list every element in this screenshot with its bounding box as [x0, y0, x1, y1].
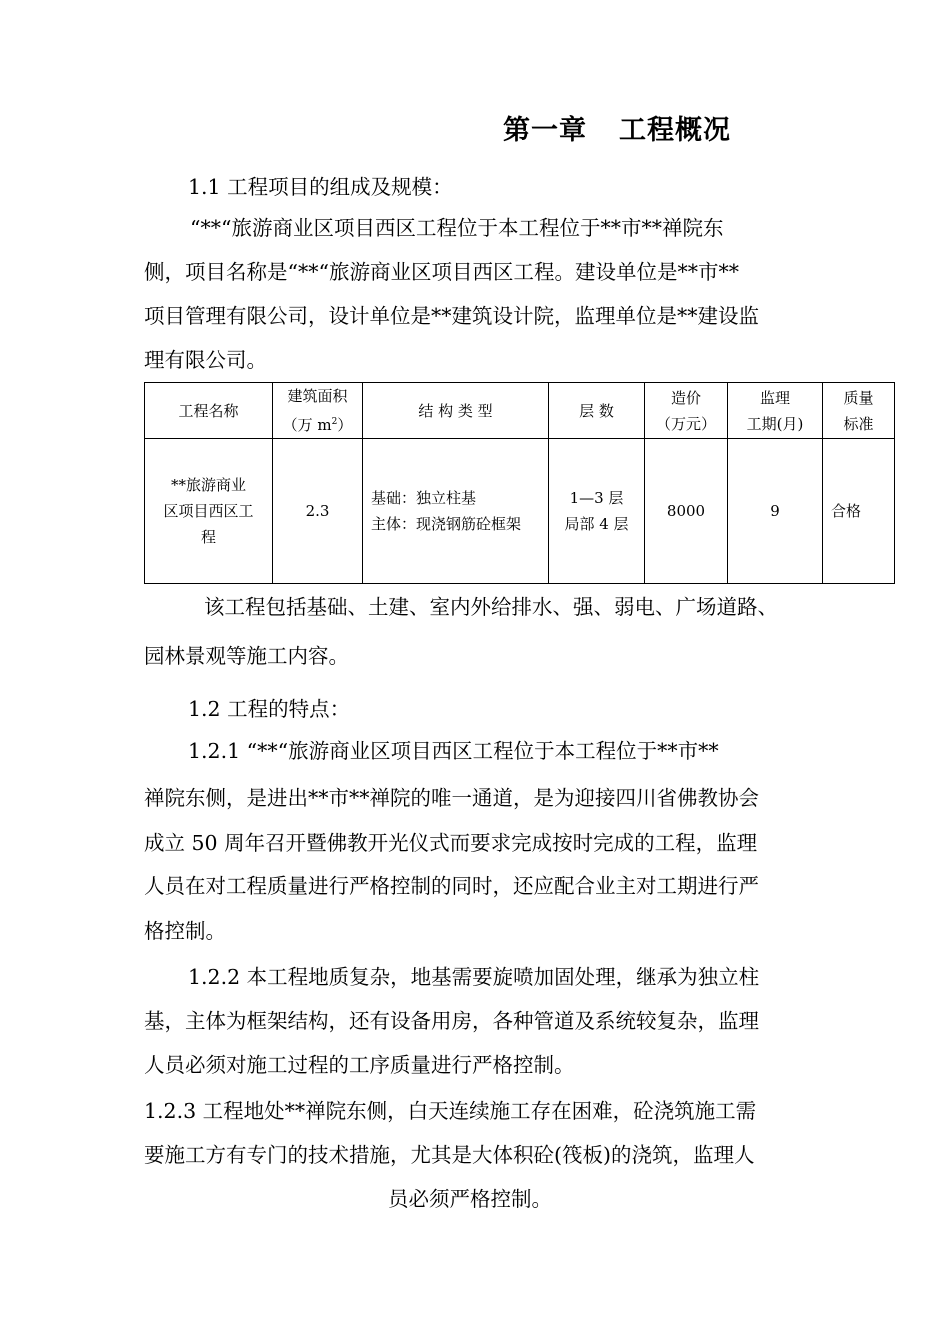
- paragraph-line: 基，主体为框架结构，还有设备用房，各种管道及系统较复杂，监理: [144, 1009, 759, 1033]
- paragraph-line: 该工程包括基础、土建、室内外给排水、强、弱电、广场道路、: [204, 595, 778, 619]
- cell-period: 9: [728, 439, 823, 584]
- section-heading-1-1: 1.1 工程项目的组成及规模：: [188, 175, 453, 199]
- cell-quality: 合格: [823, 439, 895, 584]
- paragraph-line: 理有限公司。: [144, 348, 267, 372]
- header-quality: 质量 标准: [823, 383, 895, 439]
- section-heading-1-2: 1.2 工程的特点：: [188, 697, 351, 721]
- header-structure: 结 构 类 型: [363, 383, 549, 439]
- cell-area: 2.3: [273, 439, 363, 584]
- paragraph-line: 要施工方有专门的技术措施，尤其是大体积砼(筏板)的浇筑，监理人: [144, 1143, 755, 1167]
- paragraph-line: 1.2.3 工程地处**禅院东侧，白天连续施工存在困难，砼浇筑施工需: [144, 1099, 757, 1123]
- cell-project-name: **旅游商业 区项目西区工 程: [145, 439, 273, 584]
- header-floors: 层 数: [549, 383, 645, 439]
- paragraph-line: “**“旅游商业区项目西区工程位于本工程位于**市**禅院东: [190, 216, 724, 240]
- header-cost: 造价 （万元）: [645, 383, 728, 439]
- cell-floors: 1—3 层 局部 4 层: [549, 439, 645, 584]
- paragraph-line: 项目管理有限公司，设计单位是**建筑设计院，监理单位是**建设监: [144, 304, 759, 328]
- chapter-title: [503, 108, 731, 147]
- table-row: [145, 439, 895, 584]
- table-header-row: [145, 383, 895, 439]
- paragraph-line: 成立 50 周年召开暨佛教开光仪式而要求完成按时完成的工程，监理: [144, 831, 758, 855]
- paragraph-line: 禅院东侧，是进出**市**禅院的唯一通道，是为迎接四川省佛教协会: [144, 786, 759, 810]
- header-area: 建筑面积 （万 $m^2$）: [273, 383, 363, 439]
- paragraph-line: 人员在对工程质量进行严格控制的同时，还应配合业主对工期进行严: [144, 874, 759, 898]
- cell-structure: 基础：独立柱基 主体：现浇钢筋砼框架: [363, 439, 549, 584]
- header-project-name: 工程名称: [145, 383, 273, 439]
- paragraph-line: 人员必须对施工过程的工序质量进行严格控制。: [144, 1053, 575, 1077]
- paragraph-line: 侧，项目名称是“**“旅游商业区项目西区工程。建设单位是**市**: [144, 260, 739, 284]
- cell-cost: 8000: [645, 439, 728, 584]
- chapter-number: 第一章: [503, 115, 587, 146]
- paragraph-line: 员必须严格控制。: [388, 1187, 552, 1211]
- paragraph-line: 1.2.1 “**“旅游商业区项目西区工程位于本工程位于**市**: [188, 739, 719, 763]
- paragraph-line: 格控制。: [144, 919, 226, 943]
- chapter-name: 工程概况: [619, 115, 731, 146]
- header-period: 监理 工期(月): [728, 383, 823, 439]
- paragraph-line: 园林景观等施工内容。: [144, 644, 349, 668]
- project-spec-table: [144, 382, 895, 584]
- paragraph-line: 1.2.2 本工程地质复杂，地基需要旋喷加固处理，继承为独立柱: [188, 965, 760, 989]
